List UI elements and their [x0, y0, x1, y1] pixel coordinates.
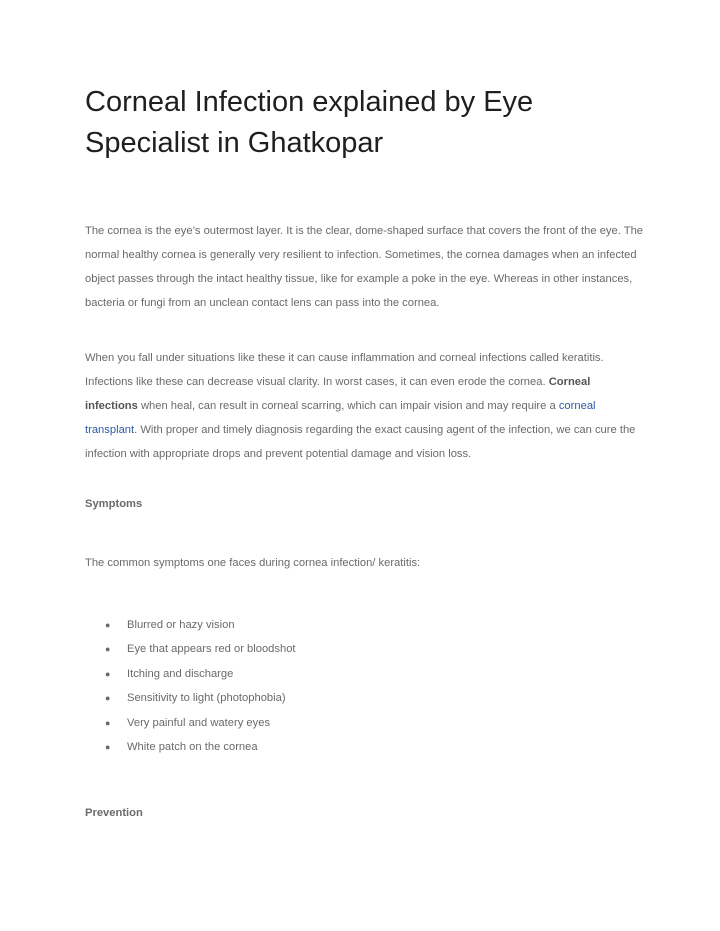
symptoms-list — [85, 613, 296, 759]
symptoms-intro: The common symptoms one faces during cornea infection/ keratitis: — [85, 557, 421, 569]
bullet-icon: ● — [105, 620, 111, 630]
bullet-icon: ● — [105, 693, 111, 704]
list-item — [85, 637, 296, 661]
list-item — [85, 662, 296, 686]
corneal-transplant-link[interactable]: corneal transplant — [85, 400, 596, 436]
symptoms-heading: Symptoms — [85, 498, 143, 510]
list-item — [85, 686, 296, 710]
bullet-icon: ● — [105, 717, 111, 728]
list-item-text: White patch on the cornea — [127, 740, 258, 753]
bullet-icon: ● — [105, 644, 111, 655]
prevention-heading: Prevention — [85, 807, 143, 819]
intro-paragraph: The cornea is the eye’s outermost layer. It is the clear, dome-shaped surface that covers the front of the eye. The normal healthy cornea is generally very resilient to infection. Sometimes, the cornea damages when an infected object passes through the intact healthy tissue, like for example a poke in the eye. Whereas in other instances, bacteria or fungi from an unclean contact lens can pass into the cornea. — [85, 225, 644, 309]
list-item — [85, 711, 296, 735]
list-item-text: Itching and discharge — [127, 667, 234, 680]
list-item-text: Very painful and watery eyes — [127, 716, 271, 729]
page-title: Corneal Infection explained by Eye Specialist in Ghatkopar — [85, 86, 534, 159]
list-item — [85, 613, 296, 637]
bullet-icon: ● — [105, 668, 111, 679]
list-item — [85, 735, 296, 759]
paragraph-text: when heal, can result in corneal scarring, which can impair vision and may require a — [137, 400, 559, 412]
list-item-text: Eye that appears red or bloodshot — [127, 643, 296, 656]
paragraph-text: . With proper and timely diagnosis regarding the exact causing agent of the infection, we can cure the infection with appropriate drops and prevent potential damage and vision loss. — [85, 424, 636, 460]
list-item-text: Blurred or hazy vision — [127, 619, 235, 631]
paragraph-text: When you fall under situations like these it can cause inflammation and corneal infections called keratitis. Infections like these can decrease visual clarity. In worst cases, it can even erode the cornea. — [85, 352, 604, 388]
bullet-icon: ● — [105, 741, 111, 752]
list-item-text: Sensitivity to light (photophobia) — [127, 692, 286, 705]
bold-term: Corneal infections — [85, 376, 591, 412]
keratitis-paragraph — [85, 346, 645, 466]
